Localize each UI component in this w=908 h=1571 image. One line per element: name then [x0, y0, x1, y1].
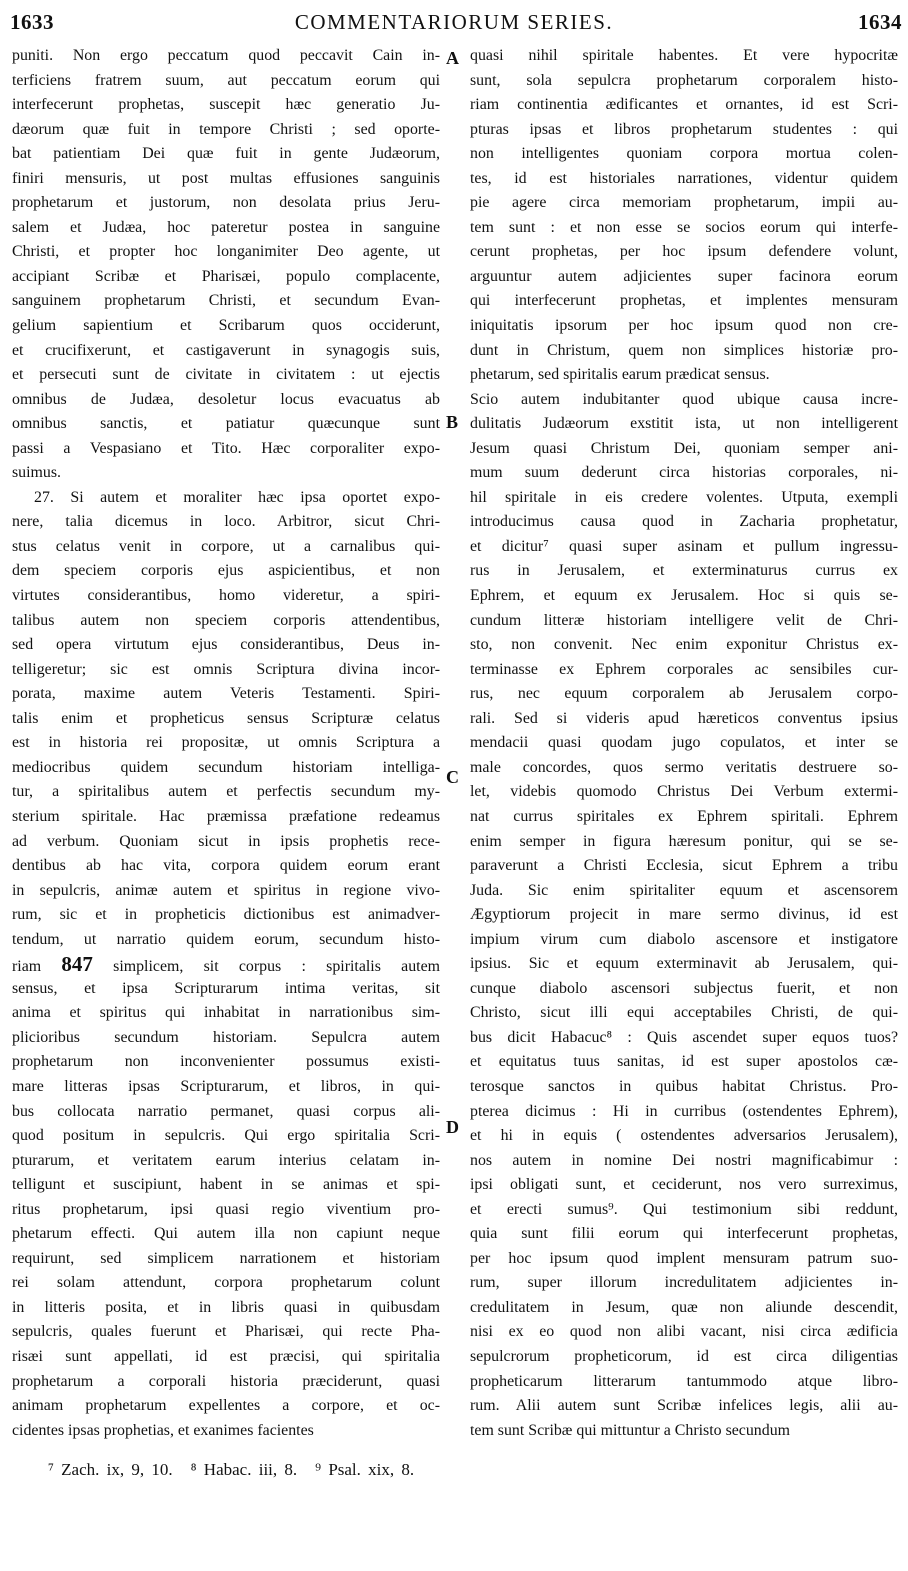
- text-line: ritus prophetarum, ipsi quasi regio viventium pro-: [12, 1200, 440, 1218]
- text-line: quasi nihil spiritale habentes. Et vere hypocritæ: [470, 47, 898, 64]
- text-line: nat currus spiritales ex Ephrem spiritali. Ephrem: [470, 807, 898, 825]
- text-line: propheticarum litterarum tantummodo atque libro-: [470, 1372, 898, 1390]
- text-line: quia sunt filii eorum qui interfecerunt prophetas,: [470, 1225, 898, 1243]
- text-line: terminasse ex Ephrem corporales ac sensibiles cur-: [470, 660, 898, 678]
- section-marker-b: B: [446, 412, 459, 432]
- text-line: ipsi obligati sunt, et ceciderunt, nos vero surreximus,: [470, 1176, 898, 1194]
- text-line: Christi, et propter hoc longanimiter Deo agente, ut: [12, 243, 440, 261]
- text-line: terosque sanctos in quibus habitat Christus. Pro-: [470, 1077, 898, 1095]
- text-line: terficiens fratrem suum, aut peccatum eorum qui: [12, 71, 440, 89]
- text-line: tem sunt Scribæ qui mittuntur a Christo secundum: [470, 1421, 791, 1439]
- text-line: let, videbis quomodo Christus Dei Verbum extermi-: [470, 783, 898, 801]
- text-line: dunt in Christum, quem non simplices historiæ pro-: [470, 341, 898, 359]
- text-line: mare litteras ipsas Scripturarum, et libros, in qui-: [12, 1077, 440, 1095]
- text-line: dentibus ab hac vita, corpora quidem eorum erant: [12, 857, 440, 875]
- section-marker-a: A: [446, 48, 459, 68]
- text-line: per hoc ipsum quod implent mensuram patrum suo-: [470, 1249, 898, 1267]
- text-line: plicioribus secundum historiam. Sepulcra autem: [12, 1028, 440, 1046]
- text-line: omnibus sanctis, et patiatur quæcunque sunt: [12, 415, 440, 433]
- text-line: phetarum effecti. Qui autem illa non capiunt neque: [12, 1225, 440, 1243]
- text-line: tem sunt : et non esse se socios eorum qui interfe-: [470, 218, 898, 236]
- text-line: prophetarum et justorum, non desolata prius Jeru-: [12, 194, 440, 212]
- text-line: et hi in equis ( ostendentes adversarios Jerusalem),: [470, 1127, 898, 1145]
- text-line: cunque diabolo ascensori subjectus fuerit, et non: [470, 979, 898, 997]
- left-text-column: [12, 44, 440, 1443]
- text-line: introducimus causa quod in Zacharia prophetatur,: [470, 513, 898, 531]
- text-line: ipsius. Sic et equum exterminavit ab Jerusalem, qui-: [470, 955, 898, 973]
- text-line: gelium sapientium et Scribarum quos occiderunt,: [12, 317, 440, 335]
- text-line: Juda. Sic enim spiritaliter equum et ascensorem: [470, 881, 898, 899]
- text-line: pterea dicimus : Hi in curribus (ostendentes Ephrem),: [470, 1102, 898, 1120]
- text-line: Ægyptiorum projecit in mare sermo divinus, id est: [470, 906, 898, 924]
- text-line: interfecerunt prophetas, suscepit hæc generatio Ju-: [12, 96, 440, 114]
- text-line: rum, super illorum incredulitatem adjicientes in-: [470, 1274, 898, 1292]
- running-title: COMMENTARIORUM SERIES.: [294, 10, 614, 34]
- text-line: prophetarum non inconvenienter possumus existi-: [12, 1053, 440, 1071]
- text-line: accipiant Scribæ et Pharisæi, populo complacente,: [12, 267, 440, 285]
- text-line: sanguinem prophetarum Christi, et secundum Evan-: [12, 292, 440, 310]
- text-line: virtutes considerantibus, homo videretur, a spiri-: [12, 587, 440, 605]
- text-line: mum suum dederunt circa historias corporales, ni-: [470, 464, 898, 482]
- text-line: pturas ipsas et libros prophetarum studentes : qui: [470, 120, 898, 138]
- text-line: in sepulcris, animæ autem et spiritus in regione vivo-: [12, 881, 440, 899]
- text-line: pturarum, et veritatem earum interius celatam in-: [12, 1151, 440, 1169]
- text-line: rus, nec equum corporalem ab Jerusalem corpo-: [470, 685, 898, 703]
- text-line: prophetarum a corporali historia præciderunt, quasi: [12, 1372, 440, 1390]
- text-line: passi a Vespasiano et Tito. Hæc corporaliter expo-: [12, 439, 440, 457]
- text-line: impium virum cum diabolo ascensore et instigatore: [470, 930, 898, 948]
- text-line: nere, talia dicemus in loco. Arbitror, sicut Chri-: [12, 513, 440, 531]
- text-line: bus collocata narratio permanet, quasi corpus ali-: [12, 1102, 440, 1120]
- text-line: et equitatus tuus sanitas, id est super apostolos cæ-: [470, 1053, 898, 1071]
- text-line: et crucifixerunt, et castigaverunt in synagogis suis,: [12, 341, 440, 359]
- text-line: iniquitatis ipsorum per hoc ipsum quod non cre-: [470, 317, 898, 335]
- text-line: phetarum, sed spiritalis earum prædicat sensus.: [470, 366, 770, 384]
- text-line: telligeretur; sic est omnis Scriptura divina incor-: [12, 660, 440, 678]
- text-line: suimus.: [12, 464, 62, 482]
- text-line: nisi ex eo quod non alibi vacant, nisi circa ædificia: [470, 1323, 898, 1341]
- text-line: sto, non convenit. Nec enim exponitur Christus ex-: [470, 636, 898, 654]
- page-number-right: 1634: [858, 10, 902, 34]
- text-line: salem et Judæa, hoc pateretur postea in sanguine: [12, 218, 440, 236]
- text-line: sepulcris, quales fuerunt et Pharisæi, qui recte Pha-: [12, 1323, 440, 1341]
- text-line: rum, sic et in propheticis dictionibus est animadver-: [12, 906, 440, 924]
- text-line: talibus autem non speciem corporis attendentibus,: [12, 611, 440, 629]
- text-line: riam continentia ædificantes et ornantes, id est Scri-: [470, 96, 898, 114]
- text-line: sunt, sola sepulcra prophetarum corporalem histo-: [470, 71, 898, 89]
- text-line: anima et spiritus qui inhabitat in narrationibus sim-: [12, 1004, 440, 1022]
- text-line: arguuntur autem adjicientes super facinora eorum: [470, 267, 898, 285]
- page-header: [0, 10, 908, 38]
- footnote: ⁷ Zach. ix, 9, 10.: [48, 1460, 173, 1479]
- text-line: talis enim et propheticus sensus Scripturæ celatus: [12, 709, 440, 727]
- text-line: sepulcrorum propheticorum, id est circa diligentias: [470, 1347, 898, 1365]
- page-number-left: 1633: [10, 10, 54, 34]
- text-line: rum. Alii autem sunt Scribæ infelices legis, alii au-: [470, 1397, 898, 1415]
- patrologia-column-number: 847: [61, 952, 93, 977]
- text-line: rus in Jerusalem, et exterminaturus currus ex: [470, 562, 898, 580]
- text-line: telligunt et suscipiunt, habent in se animas et spi-: [12, 1176, 440, 1194]
- section-marker-d: D: [446, 1117, 459, 1137]
- text-line: nos autem in nomine Dei nostri magnificabimur :: [470, 1151, 898, 1169]
- text-line: requirunt, sed simplicem narrationem et historiam: [12, 1249, 440, 1267]
- text-line: cundum litteræ historiam intelligere velit de Chri-: [470, 611, 898, 629]
- text-line: male concordes, quos sermo veritatis destruere so-: [470, 758, 898, 776]
- right-text-column: [470, 44, 898, 1443]
- text-line: bat patientiam Dei quæ fuit in gente Judæorum,: [12, 145, 440, 163]
- text-line: tendum, ut narratio quidem eorum, secundum histo-: [12, 930, 440, 948]
- text-line: risæi sunt appellati, id est præcisi, qui spiritalia: [12, 1347, 440, 1365]
- text-line: et dicitur⁷ quasi super asinam et pullum ingressu-: [470, 537, 898, 555]
- text-line: finiri mensuris, ut post multas effusiones sanguinis: [12, 169, 440, 187]
- text-line: bus dicit Habacuc⁸ : Quis ascendet super equos tuos?: [470, 1028, 898, 1046]
- text-line: riam 847 simplicem, sit corpus : spiritalis autem: [12, 952, 440, 977]
- footnote: ⁸ Habac. iii, 8.: [190, 1460, 298, 1479]
- text-line: Jesum quasi Christum Dei, quoniam semper ani-: [470, 439, 898, 457]
- text-line: enim semper in figura hæresum ponitur, qui se se-: [470, 832, 898, 850]
- footnotes: [48, 1460, 432, 1480]
- text-line: sensus, et ipsa Scripturarum intima veritas, sit: [12, 979, 440, 997]
- text-line: et persecuti sunt de civitate in civitatem : ut ejectis: [12, 366, 440, 384]
- text-line: quod positum in sepulcris. Qui ergo spiritalia Scri-: [12, 1127, 440, 1145]
- text-line: porata, maxime autem Veteris Testamenti. Spiri-: [12, 685, 440, 703]
- text-line: tur, a spiritalibus autem et perfectis secundum my-: [12, 783, 440, 801]
- text-line: puniti. Non ergo peccatum quod peccavit Cain in-: [12, 47, 440, 64]
- text-line: in litteris posita, et in libris quasi in quibusdam: [12, 1298, 440, 1316]
- text-line: rali. Sed si videris apud hæreticos conventus ipsius: [470, 709, 898, 727]
- text-line: mendacii quasi quodam jugo copulatos, et inter se: [470, 734, 898, 752]
- text-line: Christo, sicut illi equi acceptabiles Christi, de qui-: [470, 1004, 898, 1022]
- section-marker-c: C: [446, 767, 459, 787]
- text-line: Scio autem indubitanter quod ubique causa incre-: [470, 390, 898, 408]
- text-line: et erecti sumus⁹. Qui testimonium sibi reddunt,: [470, 1200, 898, 1218]
- text-line: credulitatem in Jesum, quæ non aliunde descendit,: [470, 1298, 898, 1316]
- text-line: stus celatus venit in corpore, ut a carnalibus qui-: [12, 537, 440, 555]
- text-line: dem speciem corporis ejus aspicientibus, et non: [12, 562, 440, 580]
- text-line: dæorum quæ fuit in tempore Christi ; sed oporte-: [12, 120, 440, 138]
- text-line: animam prophetarum expellentes a corpore, et oc-: [12, 1397, 440, 1415]
- text-line: cidentes ipsas prophetias, et exanimes facientes: [12, 1421, 314, 1439]
- footnote: ⁹ Psal. xix, 8.: [315, 1460, 415, 1479]
- text-line: Ephrem, et equum ex Jerusalem. Hoc si quis se-: [470, 587, 898, 605]
- text-line: est in historia rei propositæ, ut omnis Scriptura a: [12, 734, 440, 752]
- text-line: rei solam attendunt, corpora prophetarum colunt: [12, 1274, 440, 1292]
- text-line: 27. Si autem et moraliter hæc ipsa oportet expo-: [34, 488, 440, 506]
- text-line: dulitatis Judæorum exstitit ista, ut non intelligerent: [470, 415, 898, 433]
- text-line: paraverunt a Christi Ecclesia, sicut Ephrem a tribu: [470, 857, 898, 875]
- text-line: qui interfecerunt prophetas, et implentes mensuram: [470, 292, 898, 310]
- text-line: mediocribus quidem secundum historiam intelliga-: [12, 758, 440, 776]
- text-line: non intelligentes quoniam corpora mortua colen-: [470, 145, 898, 163]
- text-line: ad verbum. Quoniam sicut in ipsis prophetis rece-: [12, 832, 440, 850]
- text-line: sed opera virtutum ejus considerantibus, Deus in-: [12, 636, 440, 654]
- text-line: tes, id est historiales narrationes, videntur quidem: [470, 169, 898, 187]
- text-line: omnibus de Judæa, desoletur locus evacuatus ab: [12, 390, 440, 408]
- text-line: sterium spiritale. Hac præmissa præfatione redeamus: [12, 807, 440, 825]
- text-line: pie agere circa memoriam prophetarum, impii au-: [470, 194, 898, 212]
- text-line: hil spiritale in eis credere volentes. Utputa, exempli: [470, 488, 898, 506]
- text-line: cerunt prophetas, per hoc ipsum defendere volunt,: [470, 243, 898, 261]
